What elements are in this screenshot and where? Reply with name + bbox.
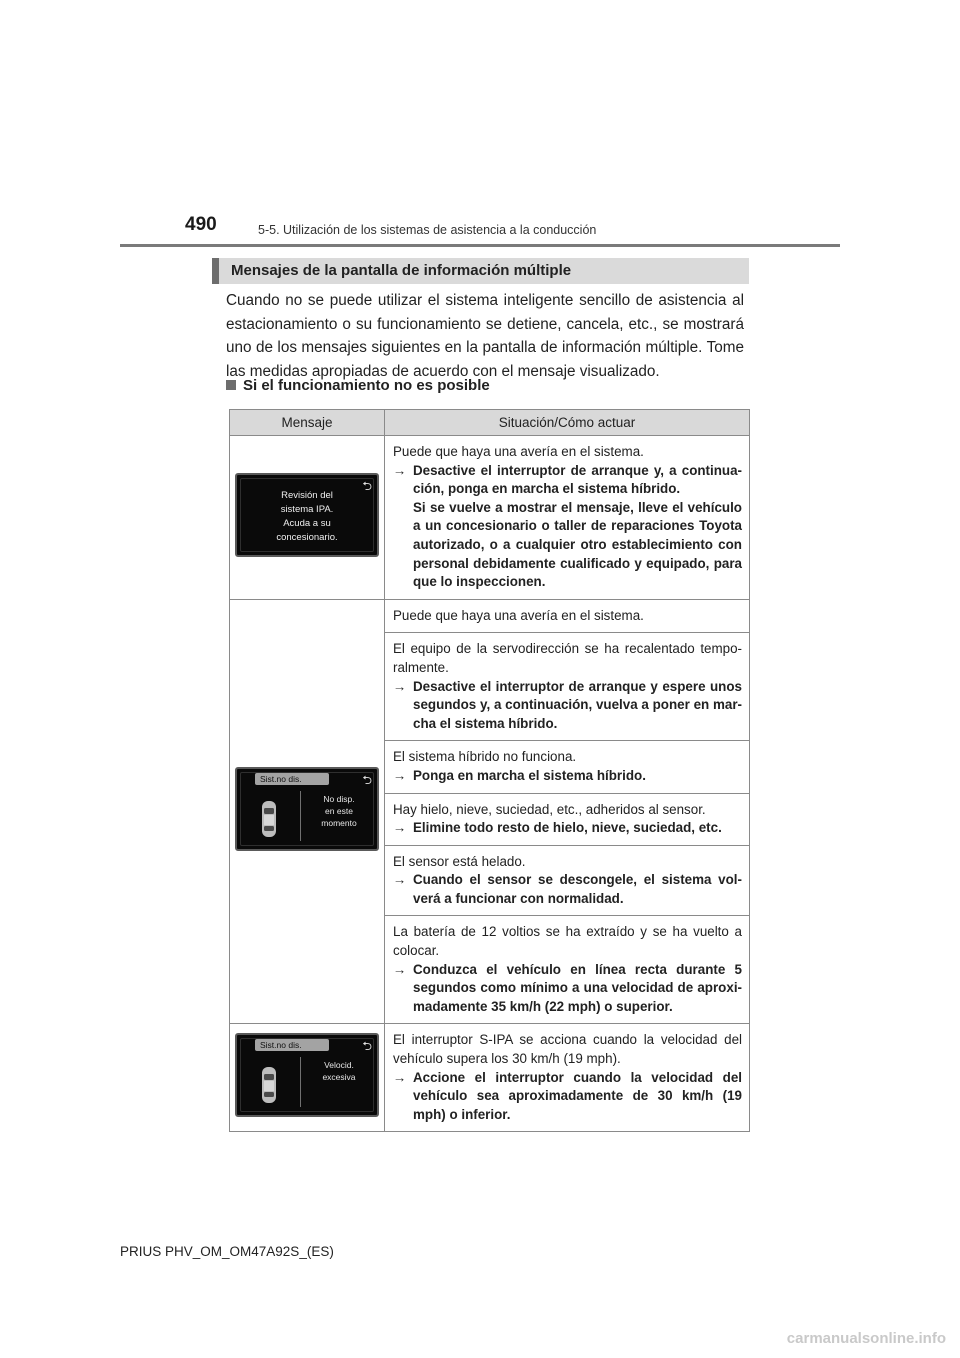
chapter-title: 5-5. Utilización de los sistemas de asistencia a la conducción	[258, 223, 597, 237]
situation-text: Puede que haya una avería en el sistema.	[393, 607, 644, 623]
screen-message: Revisión del sistema IPA. Acuda a su concesionario.	[276, 489, 338, 543]
action-text: → Ponga en marcha el sistema híbrido.	[393, 767, 742, 786]
action-text: → Cuando el sensor se descongele, el sistema vol-verá a funcionar con normalidad.	[393, 872, 742, 906]
status-tag: Sist.no dis.	[255, 1039, 329, 1051]
situation-cell	[385, 599, 750, 633]
screen-message: No disp. en este momento	[321, 794, 357, 829]
action-text: → Desactive el interruptor de arranque y espere unos segundos y, a continuación, vuelva a poner en mar-cha el sistema híbrido.	[393, 678, 742, 731]
screen-message: Velocid. excesiva	[322, 1060, 356, 1083]
table-row	[230, 436, 750, 600]
situation-cell	[385, 793, 750, 845]
situation-text: Hay hielo, nieve, suciedad, etc., adheridos al sensor.	[393, 801, 706, 817]
table-header-row	[230, 410, 750, 436]
header-divider	[120, 244, 840, 247]
display-screen-ipa-check	[235, 473, 379, 557]
return-arrow-icon: ⮌	[362, 1039, 372, 1054]
situation-cell	[385, 916, 750, 1024]
status-tag: Sist.no dis.	[255, 773, 329, 785]
page-header	[185, 214, 825, 244]
situation-cell	[385, 633, 750, 741]
situation-cell	[385, 845, 750, 916]
arrow-right-icon: →	[393, 872, 407, 888]
situation-text: El sistema híbrido no funciona.	[393, 749, 577, 765]
display-screen-not-available	[235, 767, 379, 851]
page-number: 490	[185, 214, 217, 235]
message-cell	[230, 599, 385, 1024]
display-screen-excess-speed	[235, 1033, 379, 1117]
subheading-text: Si el funcionamiento no es posible	[243, 377, 490, 394]
message-cell	[230, 436, 385, 600]
action-text: → Accione el interruptor cuando la velocidad del vehículo sea aproximadamente de 30 km/h (19 mph) o inferior.	[393, 1069, 742, 1122]
arrow-right-icon: →	[393, 1069, 407, 1085]
arrow-right-icon: →	[393, 767, 407, 783]
situation-cell	[385, 1024, 750, 1132]
action-text: → Elimine todo resto de hielo, nieve, suciedad, etc.	[393, 819, 742, 838]
situation-text: Puede que haya una avería en el sistema.	[393, 444, 644, 459]
situation-text: El interruptor S-IPA se acciona cuando la velocidad del vehículo supera los 30 km/h (19 mph).	[393, 1032, 742, 1067]
action-extra-text: Si se vuelve a mostrar el mensaje, lleve el vehículo a un concesionario o taller de reparaciones Toyota autorizado, o a cualquier otro establecimiento con personal debidamente cualificado y equipado, para que lo inspeccionen.	[413, 499, 742, 590]
situation-cell	[385, 741, 750, 793]
situation-text: La batería de 12 voltios se ha extraído y se ha vuelto a colocar.	[393, 924, 742, 959]
col-header-situation: Situación/Cómo actuar	[385, 410, 750, 436]
table-row	[230, 1024, 750, 1132]
section-title: Mensajes de la pantalla de información múltiple	[231, 262, 572, 279]
square-bullet-icon	[226, 380, 236, 390]
subheading	[226, 377, 490, 394]
situation-text: El equipo de la servodirección se ha recalentado tempo-ralmente.	[393, 641, 742, 675]
situation-text: El sensor está helado.	[393, 853, 526, 869]
intro-paragraph: Cuando no se puede utilizar el sistema inteligente sencillo de asistencia al estacionamiento o su funcionamiento se detiene, cancela, etc., se mostrará uno de los mensajes siguientes en la pantalla de información múltiple. Tome las medidas apropiadas de acuerdo con el mensaje visualizado.	[226, 292, 744, 380]
table-row	[230, 599, 750, 633]
situation-cell	[385, 436, 750, 600]
return-arrow-icon: ⮌	[362, 478, 372, 493]
action-text: → Conduzca el vehículo en línea recta durante 5 segundos como mínimo a una velocidad de aproxi-madamente 35 km/h (22 mph) o superior.	[393, 961, 742, 1014]
return-arrow-icon: ⮌	[362, 773, 372, 788]
arrow-right-icon: →	[393, 462, 407, 478]
action-text: → Desactive el interruptor de arranque y, a continua-ción, ponga en marcha el sistema híbrido.	[393, 462, 742, 497]
arrow-right-icon: →	[393, 678, 407, 694]
section-heading	[212, 258, 749, 284]
car-icon	[260, 1066, 278, 1104]
arrow-right-icon: →	[393, 820, 407, 836]
car-icon	[260, 800, 278, 838]
messages-table	[229, 409, 750, 1132]
arrow-right-icon: →	[393, 961, 407, 977]
footer-doc-code: PRIUS PHV_OM_OM47A92S_(ES)	[120, 1244, 334, 1259]
message-cell	[230, 1024, 385, 1132]
watermark: carmanualsonline.info	[786, 1330, 946, 1347]
col-header-message: Mensaje	[230, 410, 385, 436]
